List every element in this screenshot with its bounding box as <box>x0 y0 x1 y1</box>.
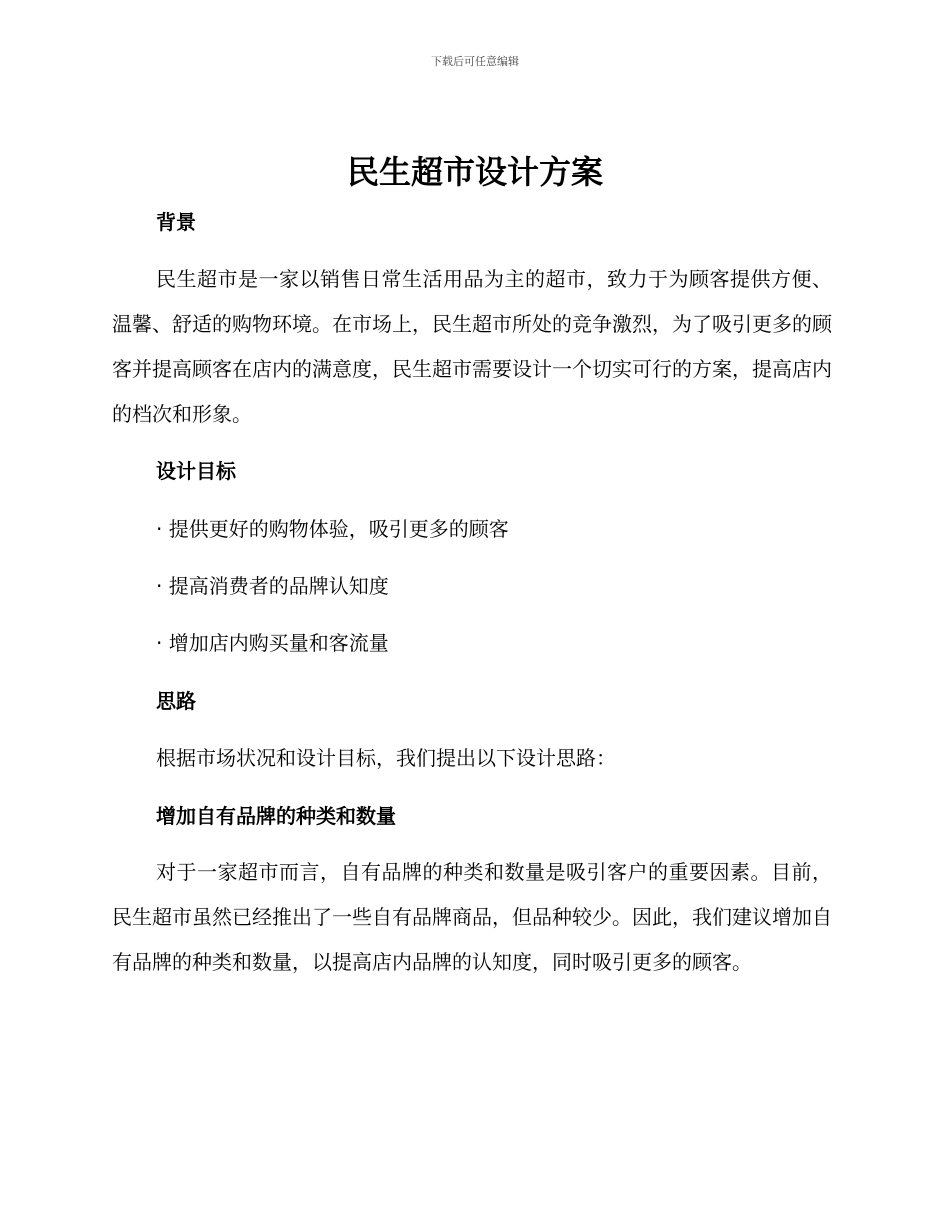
section-heading-goals: 设计目标 <box>156 459 236 483</box>
section-heading-approach: 思路 <box>156 689 196 713</box>
document-title: 民生超市设计方案 <box>346 153 603 191</box>
approach-intro: 根据市场状况和设计目标，我们提出以下设计思路： <box>156 746 616 770</box>
goal-item: · 增加店内购买量和客流量 <box>156 631 389 655</box>
section-heading-own-brand: 增加自有品牌的种类和数量 <box>156 804 396 828</box>
goal-item: · 提供更好的购物体验，吸引更多的顾客 <box>156 517 509 541</box>
goal-item: · 提高消费者的品牌认知度 <box>156 574 389 598</box>
section-heading-background: 背景 <box>156 210 196 234</box>
own-brand-paragraph: 对于一家超市而言，自有品牌的种类和数量是吸引客户的重要因素。目前，民生超市虽然已经推出了一些自有品牌商品，但品种较少。因此，我们建议增加自有品牌的种类和数量，以提高店内品牌的认知度，同时吸引更多的顾客。 <box>112 860 832 974</box>
page-header: 下载后可任意编辑 <box>431 55 519 68</box>
background-paragraph: 民生超市是一家以销售日常生活用品为主的超市，致力于为顾客提供方便、温馨、舒适的购物环境。在市场上，民生超市所处的竞争激烈，为了吸引更多的顾客并提高顾客在店内的满意度，民生超市需要设计一个切实可行的方案，提高店内的档次和形象。 <box>112 267 832 426</box>
